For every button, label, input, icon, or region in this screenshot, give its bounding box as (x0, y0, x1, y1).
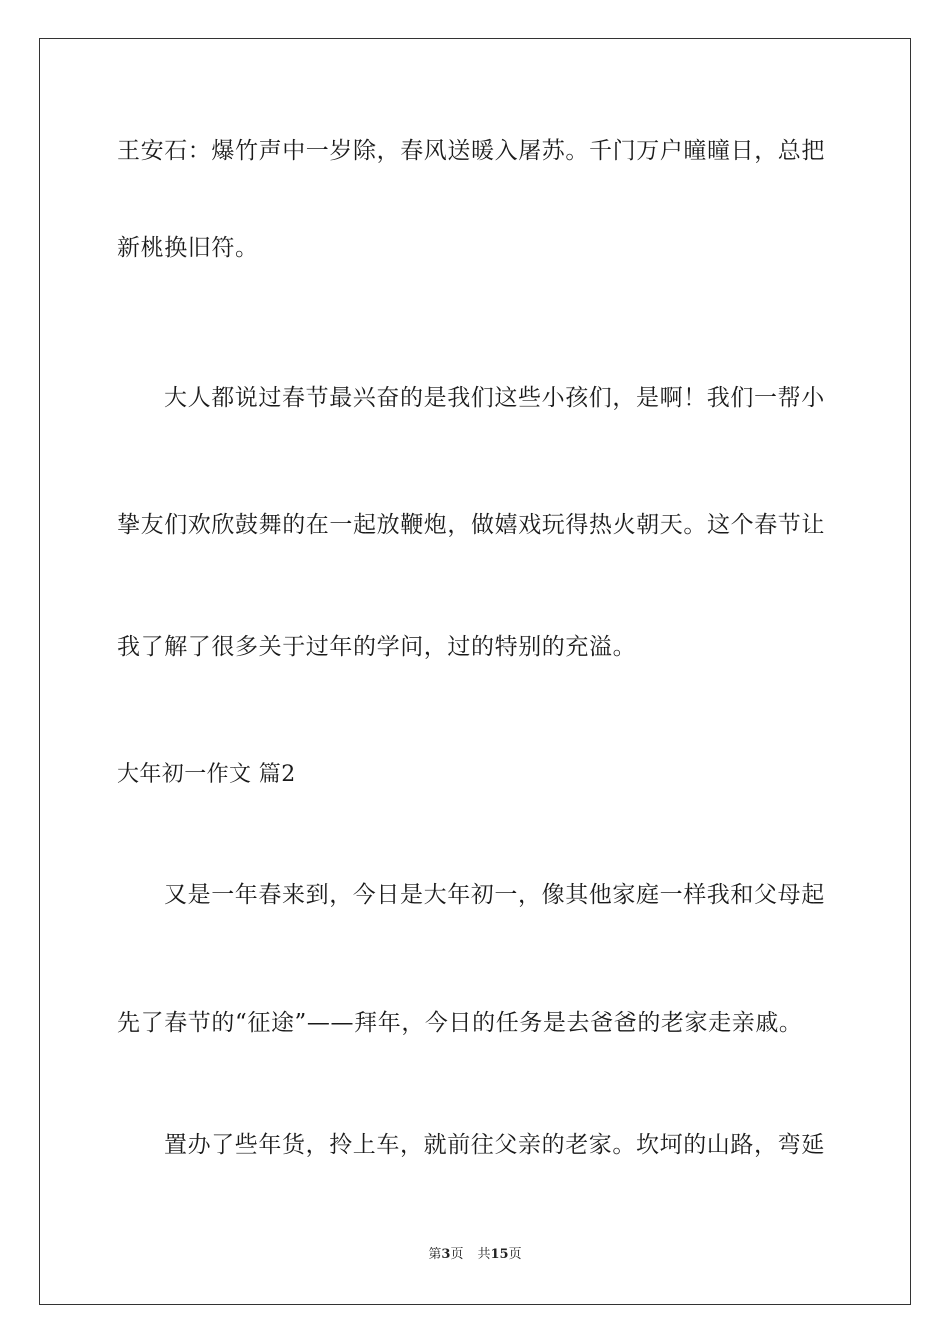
paragraph-line-3: 大人都说过春节最兴奋的是我们这些小孩们，是啊！我们一帮小 (164, 385, 825, 411)
paragraph-line-6: 又是一年春来到，今日是大年初一，像其他家庭一样我和父母起 (164, 882, 825, 908)
paragraph-line-8: 置办了些年货，拎上车，就前往父亲的老家。坎坷的山路，弯延 (164, 1132, 825, 1158)
total-suffix: 页 (508, 1247, 522, 1262)
paragraph-line-2: 新桃换旧符。 (117, 235, 259, 261)
paragraph-line-7: 先了春节的“征途”——拜年，今日的任务是去爸爸的老家走亲戚。 (117, 1010, 803, 1036)
paragraph-line-4: 挚友们欢欣鼓舞的在一起放鞭炮，做嬉戏玩得热火朝天。这个春节让 (117, 512, 825, 538)
total-pages: 15 (490, 1247, 509, 1262)
paragraph-line-5: 我了解了很多关于过年的学问，过的特别的充溢。 (117, 634, 637, 660)
section-heading: 大年初一作文 篇2 (117, 762, 296, 787)
page-footer (0, 1246, 950, 1264)
page-border (39, 38, 911, 1305)
page-number: 3 (441, 1247, 451, 1262)
page-suffix: 页 (450, 1247, 464, 1262)
paragraph-line-1: 王安石：爆竹声中一岁除，春风送暖入屠苏。千门万户曈曈日，总把 (117, 138, 825, 164)
page-prefix: 第 (428, 1247, 442, 1262)
total-prefix: 共 (477, 1247, 491, 1262)
